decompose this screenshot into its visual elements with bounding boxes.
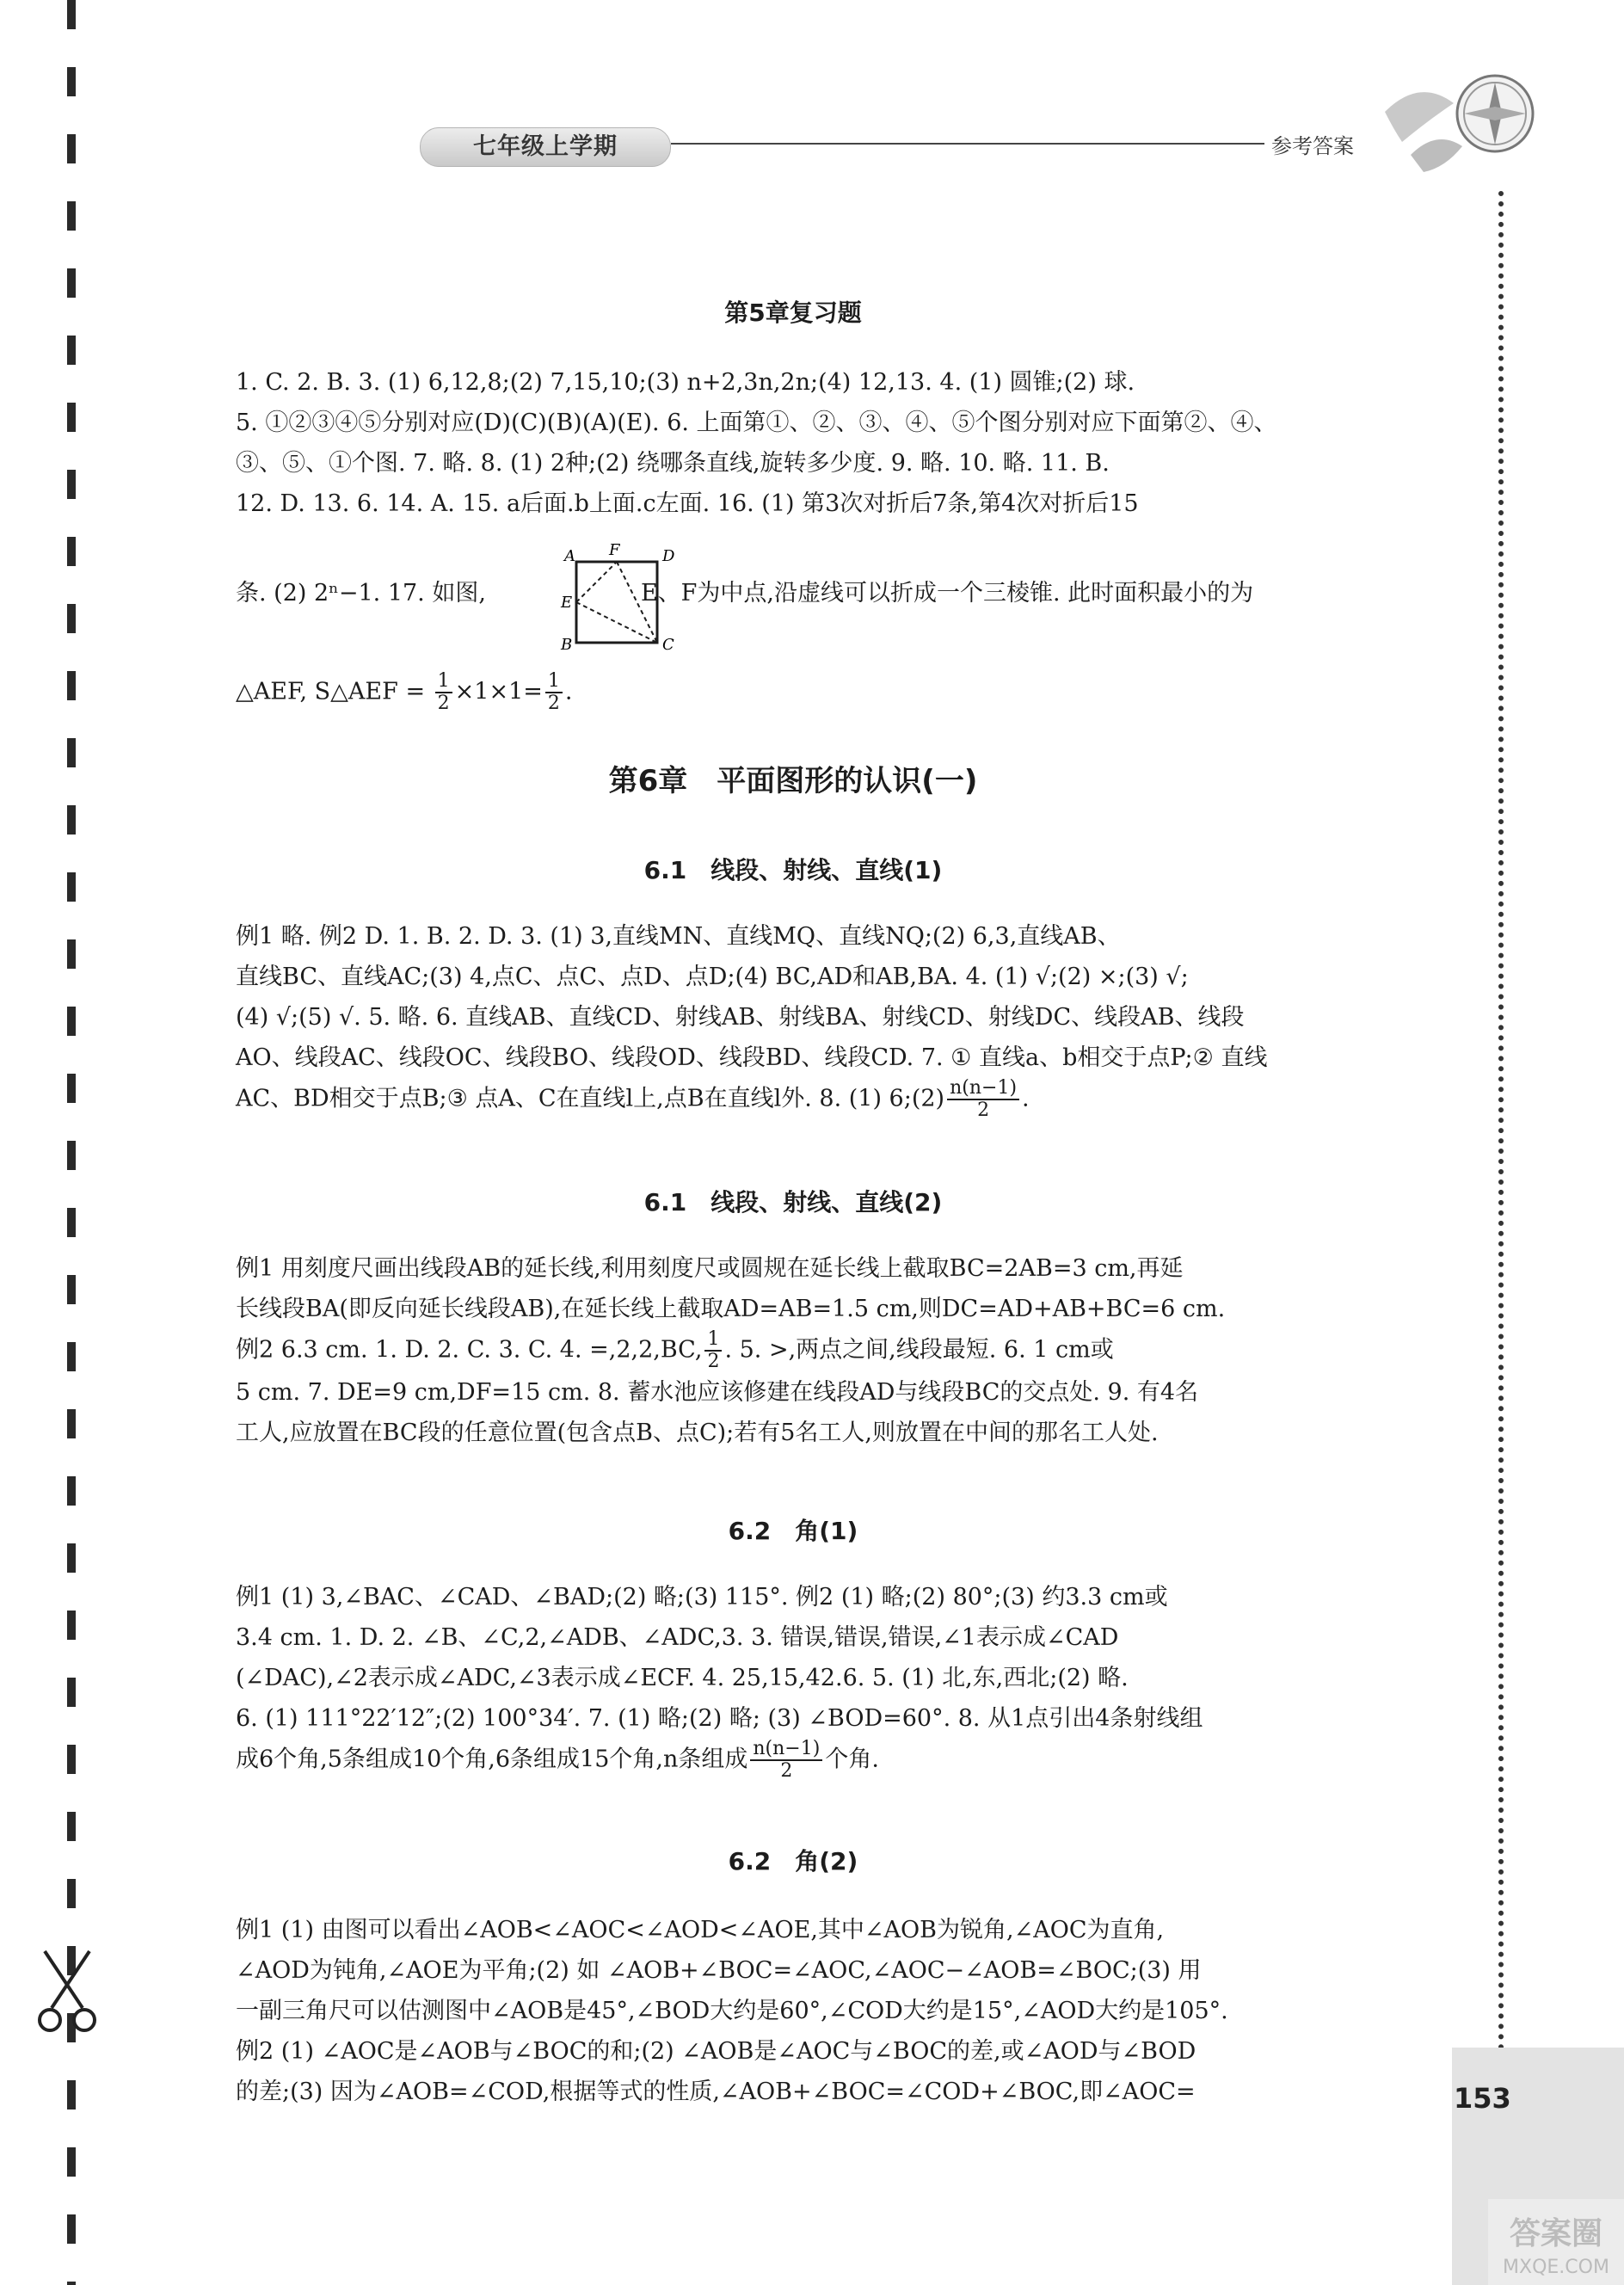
section-title: 第5章复习题: [724, 299, 862, 327]
answer-line: △AEF, S△AEF = $\frac{1}{2}$ ×1×1= $\frac{1}{2}$ .: [236, 670, 573, 714]
section-tag: 参考答案: [1271, 134, 1354, 158]
answer-line: 条. (2) 2ⁿ−1. 17. 如图, E、F为中点,沿虚线可以折成一个三棱锥. 此时面积最小的为: [236, 580, 1254, 607]
page-number: 153: [1454, 2082, 1511, 2115]
header-rule: [671, 143, 1264, 145]
cut-line: [67, 0, 76, 2285]
section-title: 6.1 线段、射线、直线(2): [643, 1188, 943, 1216]
section-body: 例1 略. 例2 D. 1. B. 2. D. 3. (1) 3,直线MN、直线MQ、直线NQ;(2) 6,3,直线AB、 直线BC、直线AC;(3) 4,点C、点C、点D、点D;(4) BC,AD和AB,BA. 4. (1) √;(2) ×;(3) √; (4) √;(5) √. 5. 略. 6. 直线AB、直线CD、射线AB、射线BA、射线CD、射线DC、线段AB、线段 AO、线段AC、线段OC、线段BO、线段OD、线段BD、线段CD. 7. ① 直线a、b相交于点P;② 直线 AC、BD相交于点B;③ 点A、C在直线l上,点B在直线l外. 8. (1) 6;(2) $\frac{n(n-1)}{2}$ .: [236, 923, 1268, 1121]
watermark-logo: [1488, 2199, 1624, 2285]
section-body: 例1 用刻度尺画出线段AB的延长线,利用刻度尺或圆规在延长线上截取BC=2AB=3 cm,再延 长线段BA(即反向延长线段AB),在延长线上截取AD=AB=1.5 cm,则DC=AD+AB+BC=6 cm. 例2 6.3 cm. 1. D. 2. C. 3. C. 4. =,2,2,BC, $\frac{1}{2}$ . 5. >,两点之间,线段最短. 6. 1 cm或 5 cm. 7. DE=9 cm,DF=15 cm. 8. 蓄水池应该修建在线段AD与线段BC的交点处. 9. 有4名 工人,应放置在BC段的任意位置(包含点B、点C);若有5名工人,则放置在中间的那名工人处.: [236, 1255, 1226, 1446]
figure-label: F: [609, 541, 620, 559]
figure-label: B: [561, 636, 573, 653]
chapter-title: 第6章 平面图形的认识(一): [608, 764, 978, 798]
section-body: 例1 (1) 3,∠BAC、∠CAD、∠BAD;(2) 略;(3) 115°. 例2 (1) 略;(2) 80°;(3) 约3.3 cm或 3.4 cm. 1. D. 2. ∠B、∠C,2,∠ADB、∠ADC,3. 3. 错误,错误,错误,∠1表示成∠CAD (∠DAC),∠2表示成∠ADC,∠3表示成∠ECF. 4. 25,15,42.6. 5. (1) 北,东,西北;(2) 略. 6. (1) 111°22′12″;(2) 100°34′. 7. (1) 略;(2) 略; (3) ∠BOD=60°. 8. 从1点引出4条射线组 成6个角,5条组成10个角,6条组成15个角,n条组成 $\frac{n(n-1)}{2}$ 个角.: [236, 1584, 1203, 1782]
compass-icon: [1376, 60, 1548, 189]
fraction: $\frac{1}{2}$: [435, 671, 452, 714]
page-header: [0, 0, 1624, 189]
section-title: 6.2 角(1): [728, 1517, 858, 1545]
figure-label: E: [561, 594, 573, 612]
section-body: 例1 (1) 由图可以看出∠AOB<∠AOC<∠AOD<∠AOE,其中∠AOB为锐角,∠AOC为直角, ∠AOD为钝角,∠AOE为平角;(2) 如 ∠AOB+∠BOC=∠AOC,∠AOC−∠AOB=∠BOC;(3) 用 一副三角尺可以估测图中∠AOB是45°,∠BOD大约是60°,∠COD大约是15°,∠AOD大约是105°. 例2 (1) ∠AOC是∠AOB与∠BOC的和;(2) ∠AOB是∠AOC与∠BOC的差,或∠AOD与∠BOD 的差;(3) 因为∠AOB=∠COD,根据等式的性质,∠AOB+∠BOC=∠COD+∠BOC,即∠AOC=: [236, 1917, 1228, 2105]
figure-label: D: [662, 547, 675, 565]
svg-text:答案圈: 答案圈: [1509, 2216, 1603, 2251]
section-title: 6.2 角(2): [728, 1847, 858, 1875]
figure-label: A: [564, 547, 575, 565]
fraction: $\frac{n(n-1)}{2}$: [750, 1739, 822, 1782]
figure-label: C: [662, 636, 674, 653]
square-fold-figure: [549, 539, 680, 653]
scissors-icon: [33, 1946, 102, 2041]
fraction: $\frac{1}{2}$: [545, 671, 563, 714]
fraction: $\frac{1}{2}$: [704, 1329, 722, 1372]
section-title: 6.1 线段、射线、直线(1): [643, 856, 943, 884]
svg-text:MXQE.COM: MXQE.COM: [1503, 2257, 1609, 2278]
dotted-edge: [1498, 191, 1504, 2092]
section-body: 1. C. 2. B. 3. (1) 6,12,8;(2) 7,15,10;(3) n+2,3n,2n;(4) 12,13. 4. (1) 圆锥;(2) 球. 5. ①②③④⑤分别对应(D)(C)(B)(A)(E). 6. 上面第①、②、③、④、⑤个图分别对应下面第②、④、 ③、⑤、①个图. 7. 略. 8. (1) 2种;(2) 绕哪条直线,旋转多少度. 9. 略. 10. 略. 11. B. 12. D. 13. 6. 14. A. 15. a后面.b上面.c左面. 16. (1) 第3次对折后7条,第4次对折后15: [236, 369, 1277, 517]
grade-label: 七年级上学期: [420, 127, 671, 167]
fraction: $\frac{n(n-1)}{2}$: [947, 1078, 1019, 1121]
